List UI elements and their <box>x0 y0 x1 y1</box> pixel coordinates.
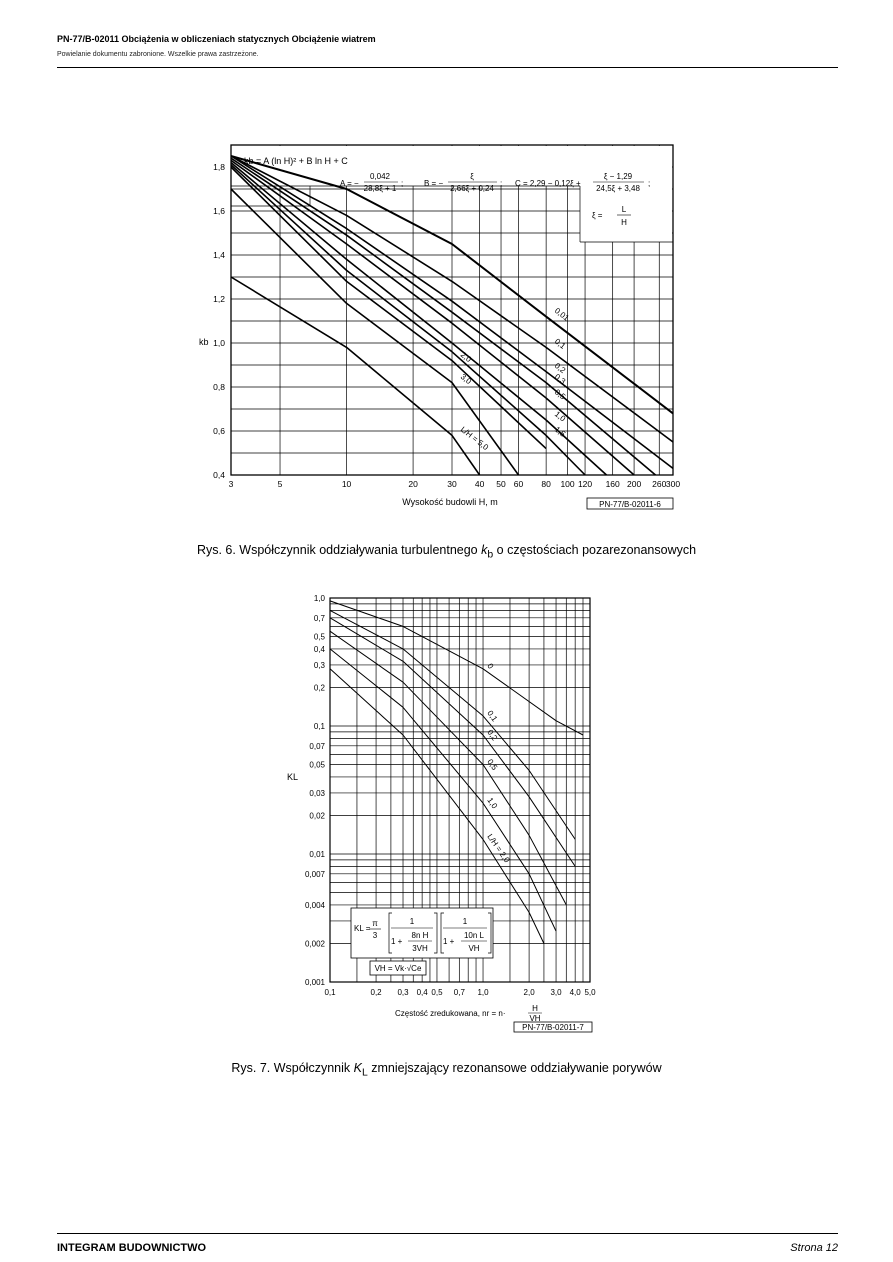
x-tick-label: 0,4 <box>416 988 428 997</box>
y-tick-label: 1,2 <box>213 294 225 304</box>
x-tick-label: 20 <box>408 479 418 489</box>
y-tick-label: 0,01 <box>309 850 325 859</box>
curve-label: 0,5 <box>552 387 568 402</box>
x-tick-label: 200 <box>626 479 642 489</box>
curve-label: 0,5 <box>485 757 500 772</box>
formula-t1-one: 1 + <box>391 937 403 946</box>
ref-code: PN-77/B-02011-7 <box>522 1023 584 1032</box>
formula-b-num: ξ <box>470 172 474 181</box>
y-axis-label: KL <box>287 772 299 782</box>
formula-kl-lhs: KL = <box>354 924 371 933</box>
x-tick-label: 100 <box>560 479 575 489</box>
x-tick-label: 1,0 <box>477 988 489 997</box>
series-line <box>330 610 575 839</box>
formula-t2-num2: 10n L <box>463 931 485 940</box>
formula-c-lhs: C = 2,29 − 0,12ξ + <box>515 179 581 188</box>
y-tick-label: 1,6 <box>213 206 225 216</box>
y-tick-label: 0,03 <box>309 788 325 798</box>
series-line <box>330 631 566 905</box>
formula-xi-num: L <box>621 205 627 214</box>
x-tick-label: 0,1 <box>324 988 336 997</box>
x-axis-label: Wysokość budowli H, m <box>402 497 498 507</box>
formula-t2-one: 1 + <box>443 937 455 946</box>
y-tick-label: 0,007 <box>304 869 325 879</box>
curve-label: 0,2 <box>552 361 568 376</box>
formula-a-num: 0,042 <box>369 172 391 181</box>
y-tick-label: 0,07 <box>309 741 325 751</box>
formula-t1-den2: 3VH <box>412 944 428 953</box>
formula-b-den: 2,66ξ + 0,24 <box>450 184 494 193</box>
y-axis-label: kb <box>199 337 209 347</box>
y-tick-label: 1,4 <box>213 250 225 260</box>
sep-c: ; <box>648 179 651 188</box>
ref-code: PN-77/B-02011-6 <box>599 500 661 509</box>
y-tick-label: 0,3 <box>313 660 325 670</box>
formula-vh: VH = Vk·√Ce <box>374 964 422 973</box>
y-tick-label: 0,004 <box>304 900 325 910</box>
x-tick-label: 10 <box>341 479 352 489</box>
x-tick-label: 80 <box>541 479 551 489</box>
x-tick-label: 160 <box>605 479 620 489</box>
curve-label: 0 <box>485 661 496 671</box>
y-tick-label: 1,8 <box>213 162 225 172</box>
sep-b: ; <box>500 179 503 188</box>
x-tick-label: 0,5 <box>431 988 443 997</box>
footer-page-number: Strona 12 <box>790 1242 838 1254</box>
formula-a-den: 28,8ξ + 1 <box>363 184 397 193</box>
curve-label: 1,0 <box>485 796 500 811</box>
formula-t2-den2: VH <box>468 944 480 953</box>
formula-a-lhs: A = − <box>340 179 359 188</box>
y-tick-label: 0,1 <box>313 722 325 731</box>
formula-xi-den: H <box>621 218 627 227</box>
y-tick-label: 1,0 <box>213 338 225 348</box>
x-axis-frac-den: VH <box>529 1014 541 1023</box>
y-tick-label: 0,4 <box>213 470 225 480</box>
x-tick-label: 30 <box>447 479 457 489</box>
curve-label: L/H = 5,0 <box>458 424 491 453</box>
curve-label: 0,1 <box>552 336 568 351</box>
y-tick-label: 0,8 <box>213 382 225 392</box>
x-axis-frac-num: H <box>532 1004 538 1013</box>
y-tick-label: 0,2 <box>313 683 325 693</box>
figure-6-caption: Rys. 6. Współczynnik oddziaływania turbulentnego $k_b$ o częstościach pozarezonansowych <box>196 543 697 561</box>
curve-label: 2,0 <box>458 350 474 365</box>
header-rule <box>57 67 838 68</box>
y-tick-label: 0,4 <box>313 644 325 654</box>
y-tick-label: 0,7 <box>313 613 325 623</box>
curve-label: 0,2 <box>485 728 500 743</box>
curve-label: L/H = 2,0 <box>485 832 512 865</box>
x-tick-label: 40 <box>474 479 485 489</box>
x-tick-label: 300 <box>665 479 681 489</box>
x-tick-label: 5 <box>277 479 283 489</box>
x-tick-label: 0,7 <box>453 988 465 997</box>
formula-c-den: 24,5ξ + 3,48 <box>596 184 640 193</box>
footer-publisher: INTEGRAM BUDOWNICTWO <box>57 1242 207 1254</box>
series-line <box>330 618 575 867</box>
sep-a: ; <box>401 179 404 188</box>
formula-t1-num2: 8n H <box>411 931 429 940</box>
y-tick-label: 1,0 <box>313 594 325 603</box>
formula-c-num: ξ − 1,29 <box>603 172 633 181</box>
formula-pi-den: 3 <box>372 931 378 940</box>
x-axis-label: Częstość zredukowana, nr = n· <box>395 1009 506 1018</box>
x-tick-label: 3 <box>228 479 234 489</box>
x-tick-label: 0,2 <box>370 988 382 997</box>
y-tick-label: 0,6 <box>213 426 225 436</box>
copyright-notice: Powielanie dokumentu zabronione. Wszelkie prawa zastrzeżone. <box>57 51 259 58</box>
figure-6-chart <box>190 140 690 515</box>
x-tick-label: 120 <box>577 479 593 489</box>
y-tick-label: 0,001 <box>304 978 325 987</box>
series-line <box>231 160 634 475</box>
x-tick-label: 2,0 <box>523 988 535 997</box>
series-line <box>330 601 583 735</box>
series-line <box>231 167 546 449</box>
x-tick-label: 60 <box>513 479 524 489</box>
curve-label: 1,5 <box>552 424 568 439</box>
y-tick-label: 0,002 <box>304 939 325 949</box>
formula-t2-num: 1 <box>462 917 468 926</box>
series-line <box>330 649 556 931</box>
curve-label: 0,01 <box>552 306 571 323</box>
formula-t1-num: 1 <box>409 917 415 926</box>
curve-label: 3,0 <box>458 372 474 387</box>
formula-pi-num: π <box>372 919 378 928</box>
curve-label: 0,3 <box>552 372 568 387</box>
x-tick-label: 0,3 <box>397 988 409 997</box>
y-tick-label: 0,5 <box>313 632 325 642</box>
x-tick-label: 260 <box>652 479 667 489</box>
x-tick-label: 5,0 <box>584 988 596 997</box>
formula-xi-lhs: ξ = <box>592 211 603 220</box>
curve-label: 0,1 <box>485 708 500 724</box>
figure-7-caption: Rys. 7. Współczynnik $K_L$ zmniejszający rezonansowe oddziaływanie porywów <box>231 1061 662 1079</box>
figure-7-chart <box>280 590 610 1035</box>
curve-label: 1,0 <box>552 409 568 424</box>
footer-rule <box>57 1233 838 1234</box>
y-tick-label: 0,02 <box>309 811 325 821</box>
x-tick-label: 4,0 <box>569 988 581 997</box>
document-title: PN-77/B-02011 Obciążenia w obliczeniach statycznych Obciążenie wiatrem <box>57 34 376 44</box>
formula-b-lhs: B = − <box>424 179 444 188</box>
formula-main: kb = A (ln H)² + B ln H + C <box>244 156 348 166</box>
series-line <box>231 189 519 475</box>
x-tick-label: 3,0 <box>550 988 562 997</box>
y-tick-label: 0,05 <box>309 760 325 770</box>
x-tick-label: 50 <box>496 479 506 489</box>
